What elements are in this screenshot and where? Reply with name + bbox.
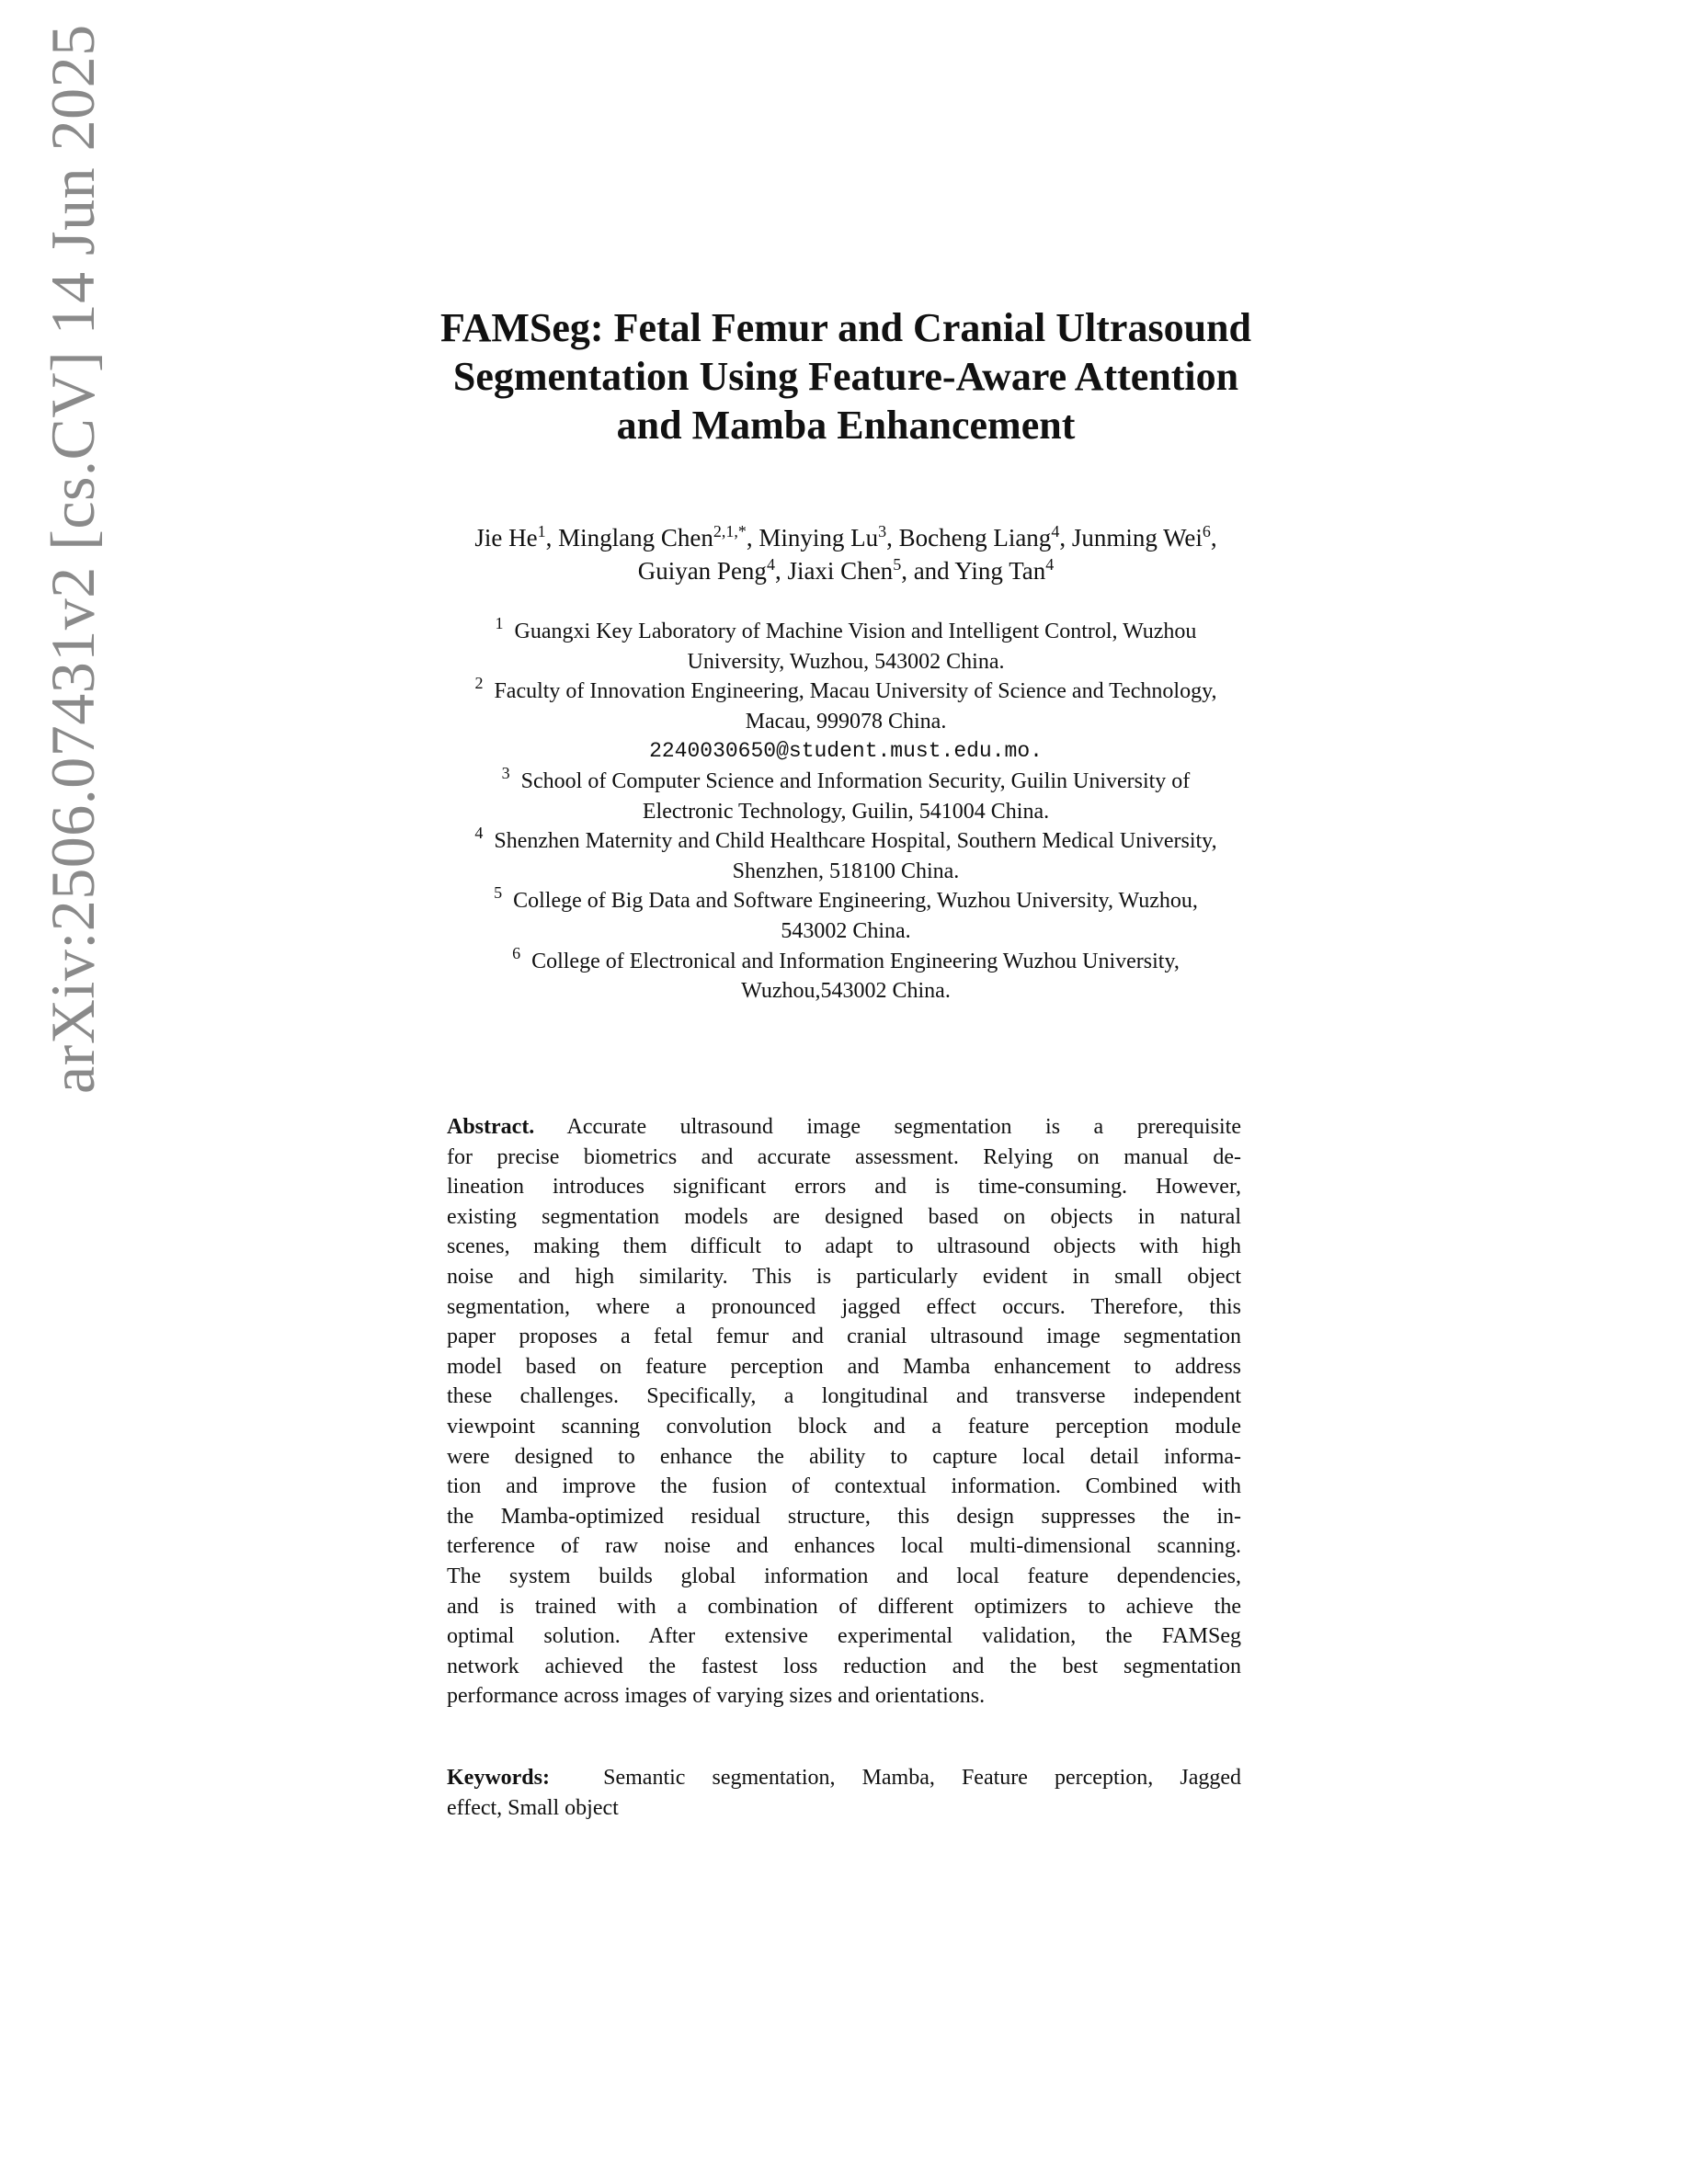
abstract-text: Accurate ultrasound image segmentation is a prerequisite <box>566 1115 1241 1139</box>
affiliation-text: School of Computer Science and Information Security, Guilin University of <box>520 768 1191 793</box>
affiliation-line: University, Wuzhou, 543002 China. <box>687 649 1005 674</box>
keywords-label: Keywords: <box>447 1766 550 1790</box>
abstract-line: The system builds global information and local feature dependencies, <box>447 1564 1241 1588</box>
author-affiliation-mark: 5 <box>893 555 902 574</box>
abstract-label: Abstract. <box>447 1115 535 1139</box>
affiliation-number: 4 <box>474 824 484 843</box>
affiliation-number: 1 <box>495 614 504 632</box>
author-separator: , <box>886 524 899 552</box>
abstract-line: model based on feature perception and Mamba enhancement to address <box>447 1354 1241 1379</box>
author-affiliation-mark: 4 <box>766 555 775 574</box>
affiliation-line: 543002 China. <box>781 918 911 943</box>
abstract-line: and is trained with a combination of different optimizers to achieve the <box>447 1594 1241 1619</box>
abstract <box>447 1112 1241 1712</box>
affiliation-number: 6 <box>512 943 521 962</box>
affiliation-list <box>331 614 1361 1007</box>
author-name: Junming Wei <box>1071 524 1203 552</box>
affiliation-line <box>331 763 1361 797</box>
abstract-line: these challenges. Specifically, a longitudinal and transverse independent <box>447 1384 1241 1409</box>
affiliation-line: Electronic Technology, Guilin, 541004 China. <box>642 799 1050 824</box>
affiliation-text: Guangxi Key Laboratory of Machine Vision and Intelligent Control, Wuzhou <box>514 620 1197 643</box>
affiliation-text: College of Big Data and Software Engineering, Wuzhou University, Wuzhou, <box>513 889 1198 914</box>
affiliation-text: Faculty of Innovation Engineering, Macau University of Science and Technology, <box>494 679 1217 704</box>
title-line: Segmentation Using Feature-Aware Attention <box>452 354 1239 399</box>
keywords <box>447 1763 1241 1823</box>
author-name: Minying Lu <box>758 524 879 552</box>
author-separator: , <box>1059 524 1072 552</box>
abstract-line: paper proposes a fetal femur and cranial ultrasound image segmentation <box>447 1325 1241 1349</box>
author-name: and Ying Tan <box>913 557 1046 585</box>
abstract-line: viewpoint scanning convolution block and a feature perception module <box>447 1414 1241 1439</box>
abstract-line: noise and high similarity. This is particularly evident in small object <box>447 1264 1241 1289</box>
paper-title <box>349 303 1342 449</box>
author-line <box>331 554 1361 587</box>
author-affiliation-mark: 3 <box>878 522 887 540</box>
abstract-line: were designed to enhance the ability to capture local detail informa- <box>447 1444 1241 1469</box>
author-name: Bocheng Liang <box>898 524 1052 552</box>
affiliation-line: Macau, 999078 China. <box>745 709 947 734</box>
abstract-line: network achieved the fastest loss reduction and the best segmentation <box>447 1654 1241 1678</box>
keywords-line: effect, Small object <box>447 1795 619 1820</box>
author-affiliation-mark: 6 <box>1202 522 1211 540</box>
affiliation-line <box>331 943 1361 977</box>
abstract-line: segmentation, where a pronounced jagged effect occurs. Therefore, this <box>447 1294 1241 1319</box>
abstract-line: the Mamba-optimized residual structure, this design suppresses the in- <box>447 1504 1241 1529</box>
author-affiliation-mark: 4 <box>1051 522 1060 540</box>
corresponding-email[interactable]: 2240030650@student.must.edu.mo. <box>649 739 1043 764</box>
author-affiliation-mark: 1 <box>537 522 546 540</box>
author-separator: , <box>774 557 788 585</box>
author-line <box>331 521 1361 554</box>
author-list <box>331 521 1361 587</box>
author-name: Jie He <box>474 524 538 552</box>
arxiv-identifier: arXiv:2506.07431v2 [cs.CV] 14 Jun 2025 <box>38 24 108 1094</box>
affiliation-text: Shenzhen Maternity and Child Healthcare Hospital, Southern Medical University, <box>494 829 1217 854</box>
author-separator: , <box>545 524 559 552</box>
keywords-text: Semantic segmentation, Mamba, Feature perception, Jagged <box>603 1766 1242 1790</box>
affiliation-text: College of Electronical and Information Engineering Wuzhou University, <box>531 949 1180 973</box>
affiliation-number: 3 <box>501 763 510 782</box>
author-affiliation-mark: 4 <box>1045 555 1055 574</box>
abstract-line: optimal solution. After extensive experimental validation, the FAMSeg <box>447 1624 1241 1649</box>
affiliation-line <box>331 883 1361 916</box>
affiliation-number: 2 <box>474 674 484 693</box>
abstract-line: terference of raw noise and enhances local multi-dimensional scanning. <box>447 1534 1241 1559</box>
affiliation-line: Shenzhen, 518100 China. <box>732 859 960 883</box>
abstract-line: existing segmentation models are designed based on objects in natural <box>447 1204 1241 1229</box>
author-separator: , <box>746 524 759 552</box>
author-affiliation-mark: 2,1,* <box>713 522 747 540</box>
author-separator: , <box>1210 524 1217 552</box>
abstract-line: performance across images of varying sizes and orientations. <box>447 1684 986 1709</box>
affiliation-line <box>331 674 1361 707</box>
author-name: Jiaxi Chen <box>787 557 894 585</box>
abstract-line: for precise biometrics and accurate assessment. Relying on manual de- <box>447 1144 1241 1169</box>
author-name: Guiyan Peng <box>637 557 767 585</box>
affiliation-number: 5 <box>494 883 503 903</box>
abstract-line: lineation introduces significant errors and is time-consuming. However, <box>447 1175 1241 1200</box>
title-line: and Mamba Enhancement <box>616 403 1076 448</box>
abstract-line: scenes, making them difficult to adapt to ultrasound objects with high <box>447 1234 1241 1259</box>
affiliation-line: Wuzhou,543002 China. <box>741 979 951 1004</box>
affiliation-line <box>331 614 1361 647</box>
author-separator: , <box>901 557 914 585</box>
keywords-line <box>447 1763 1241 1793</box>
title-line: FAMSeg: Fetal Femur and Cranial Ultrasound <box>440 305 1251 350</box>
abstract-line: tion and improve the fusion of contextual information. Combined with <box>447 1474 1241 1499</box>
affiliation-line <box>331 826 1361 857</box>
author-name: Minglang Chen <box>558 524 713 552</box>
abstract-line <box>447 1112 1241 1143</box>
